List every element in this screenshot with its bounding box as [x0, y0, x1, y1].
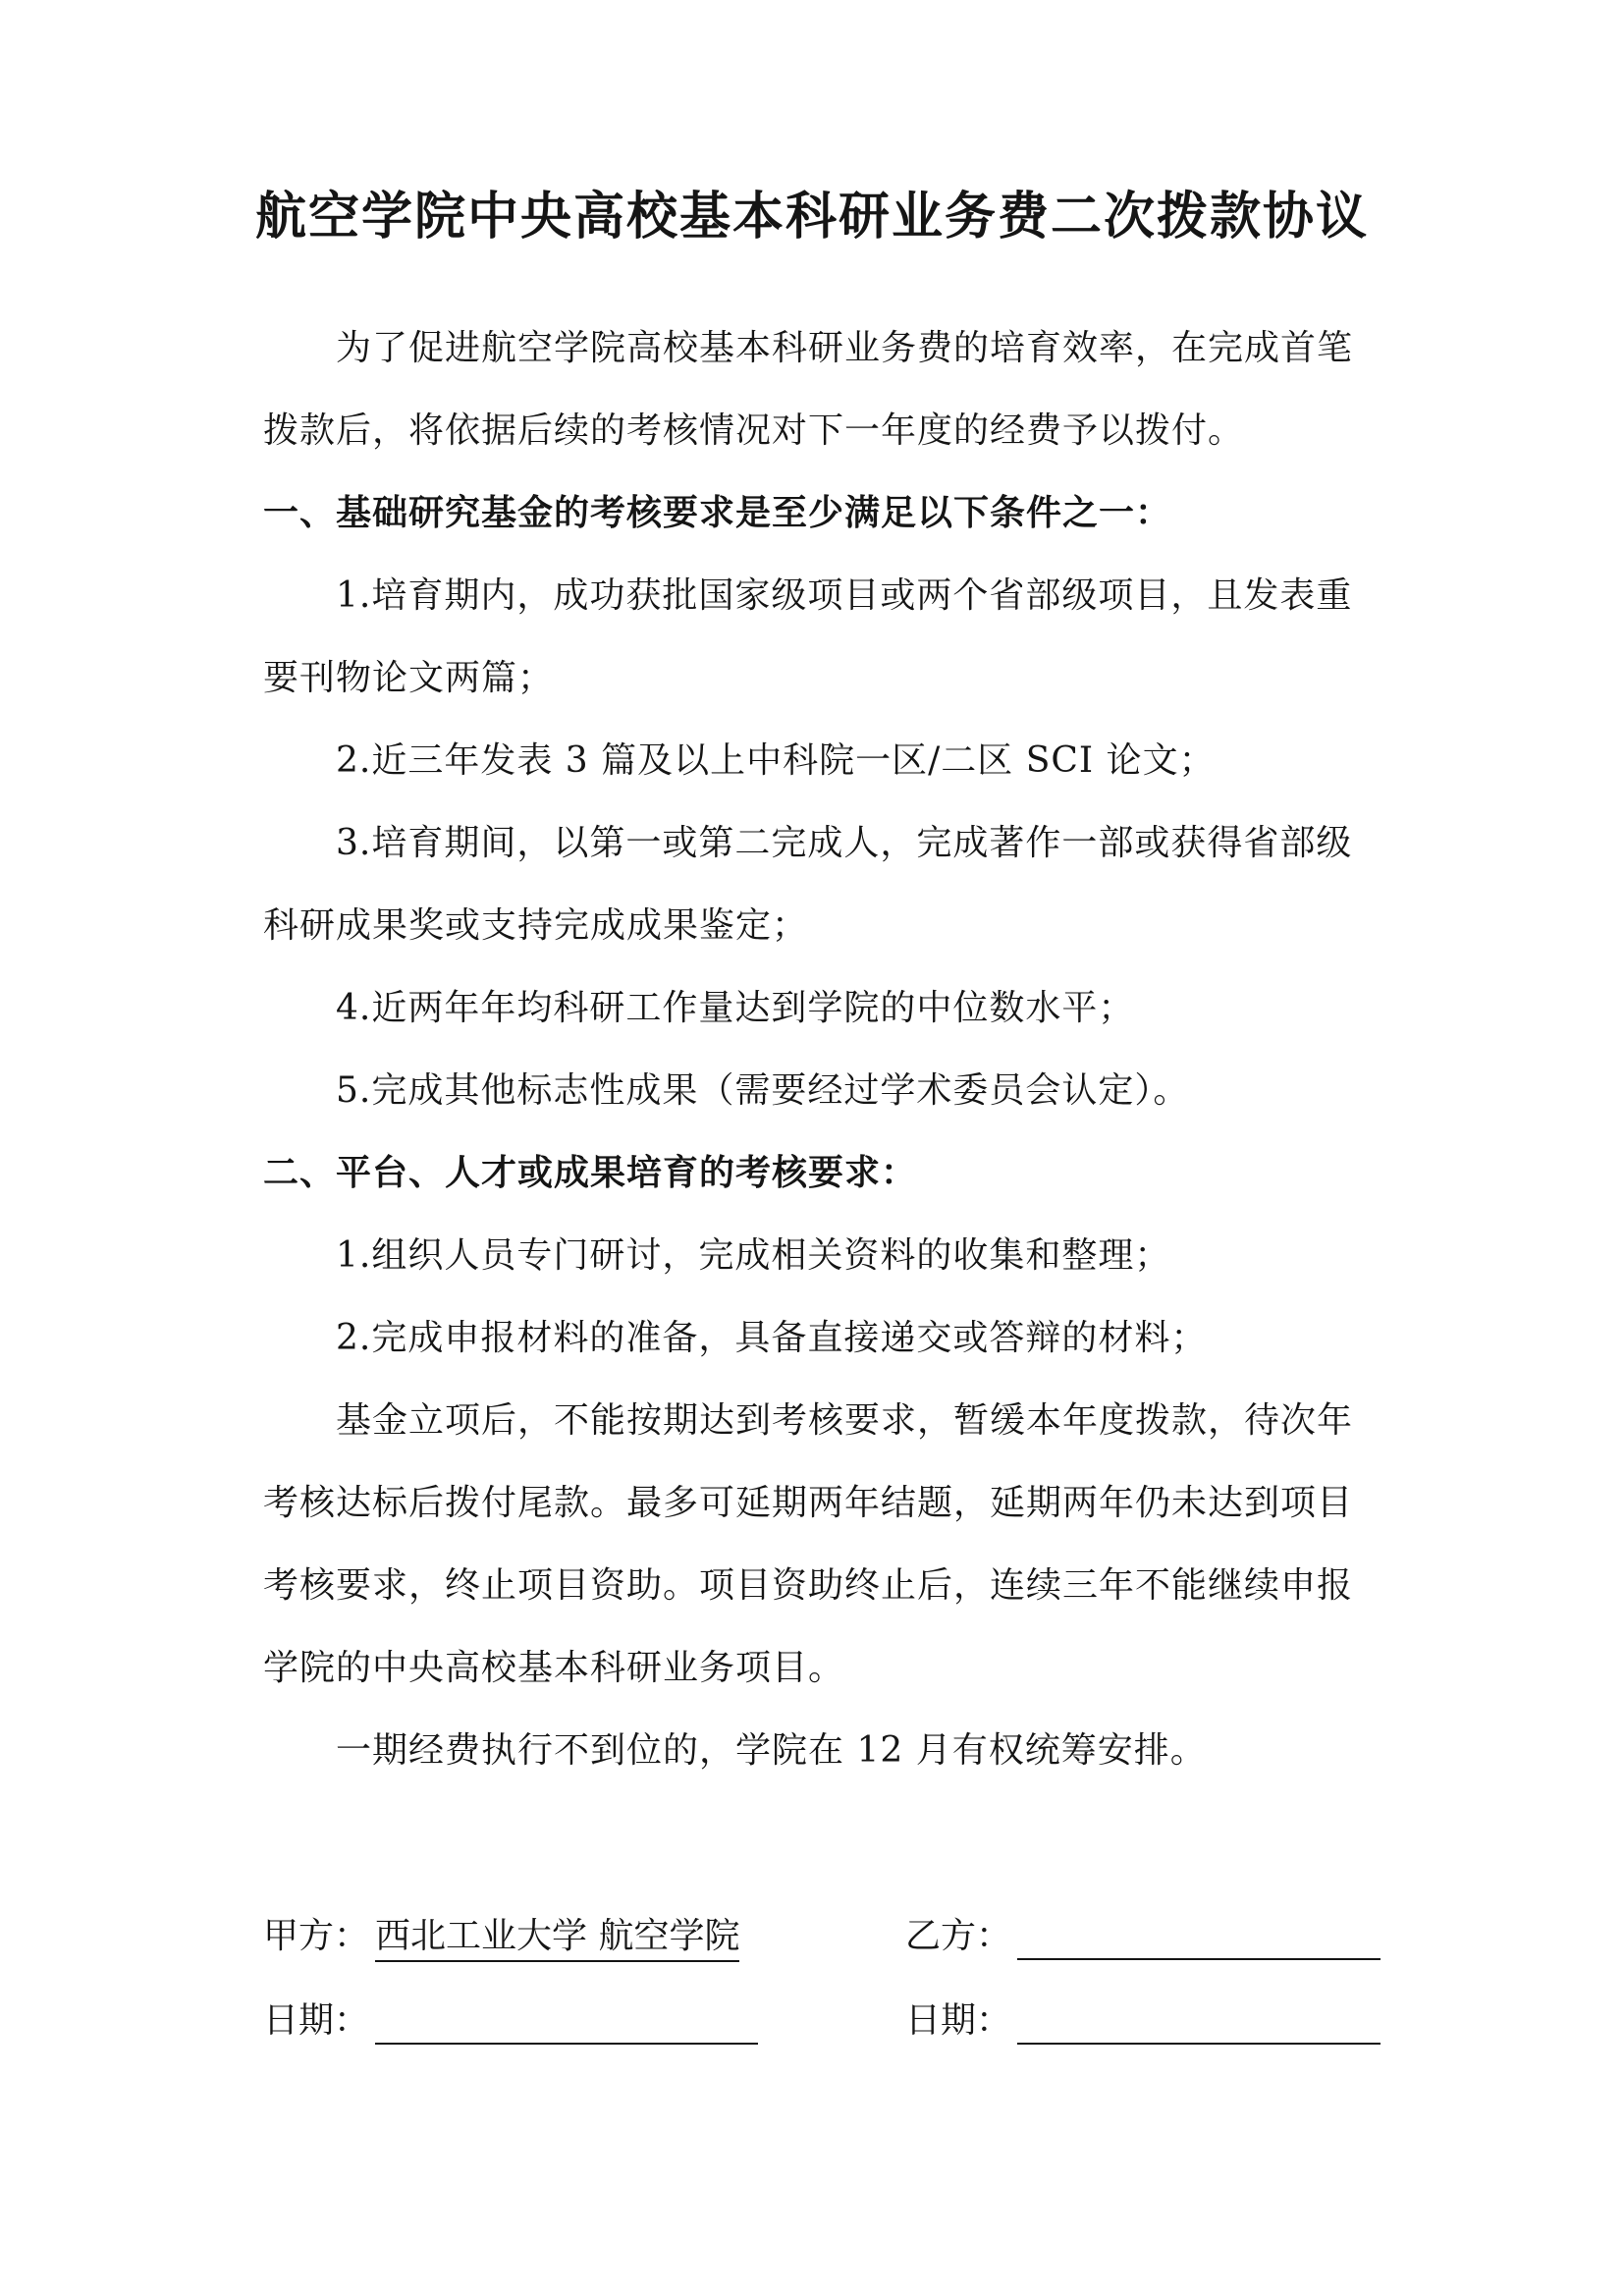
intro-line-2: 拨款后，将依据后续的考核情况对下一年度的经费予以拨付。	[263, 410, 1245, 451]
section-2-item-2: 2.完成申报材料的准备，具备直接递交或答辩的材料；	[336, 1318, 1208, 1358]
section-1-item-4: 4.近两年年均科研工作量达到学院的中位数水平；	[336, 988, 1135, 1028]
paragraph-1-line-1: 基金立项后，不能按期达到考核要求，暂缓本年度拨款，待次年	[336, 1400, 1354, 1441]
intro-line-1: 为了促进航空学院高校基本科研业务费的培育效率，在完成首笔	[336, 328, 1354, 368]
date-a-blank-line	[375, 2043, 758, 2045]
section-1-item-5: 5.完成其他标志性成果（需要经过学术委员会认定）。	[336, 1070, 1190, 1111]
paragraph-1-line-4: 学院的中央高校基本科研业务项目。	[263, 1648, 845, 1688]
section-2-item-1: 1.组织人员专门研讨，完成相关资料的收集和整理；	[336, 1235, 1171, 1276]
section-1-item-2: 2.近三年发表 3 篇及以上中科院一区/二区 SCI 论文；	[336, 740, 1216, 781]
party-b-label: 乙方：	[905, 1916, 1012, 1956]
date-a-label: 日期：	[263, 2000, 370, 2041]
paragraph-2: 一期经费执行不到位的，学院在 12 月有权统筹安排。	[336, 1730, 1207, 1771]
party-b-blank-line	[1017, 1958, 1380, 1960]
date-b-label: 日期：	[905, 2000, 1012, 2041]
section-2-heading: 二、平台、人才或成果培育的考核要求：	[263, 1153, 918, 1193]
section-1-item-3a: 3.培育期间，以第一或第二完成人，完成著作一部或获得省部级	[336, 823, 1353, 863]
party-a-value: 西北工业大学 航空学院	[375, 1915, 739, 1962]
section-1-item-1b: 要刊物论文两篇；	[263, 658, 555, 698]
section-1-item-3b: 科研成果奖或支持完成成果鉴定；	[263, 905, 809, 946]
party-a-label: 甲方：	[263, 1916, 370, 1956]
paragraph-1-line-3: 考核要求，终止项目资助。项目资助终止后，连续三年不能继续申报	[263, 1565, 1354, 1606]
section-1-heading: 一、基础研究基金的考核要求是至少满足以下条件之一：	[263, 493, 1172, 533]
document-title: 航空学院中央高校基本科研业务费二次拨款协议	[254, 188, 1369, 246]
paragraph-1-line-2: 考核达标后拨付尾款。最多可延期两年结题，延期两年仍未达到项目	[263, 1483, 1354, 1523]
section-1-item-1a: 1.培育期内，成功获批国家级项目或两个省部级项目，且发表重	[336, 575, 1353, 616]
date-b-blank-line	[1017, 2043, 1380, 2045]
